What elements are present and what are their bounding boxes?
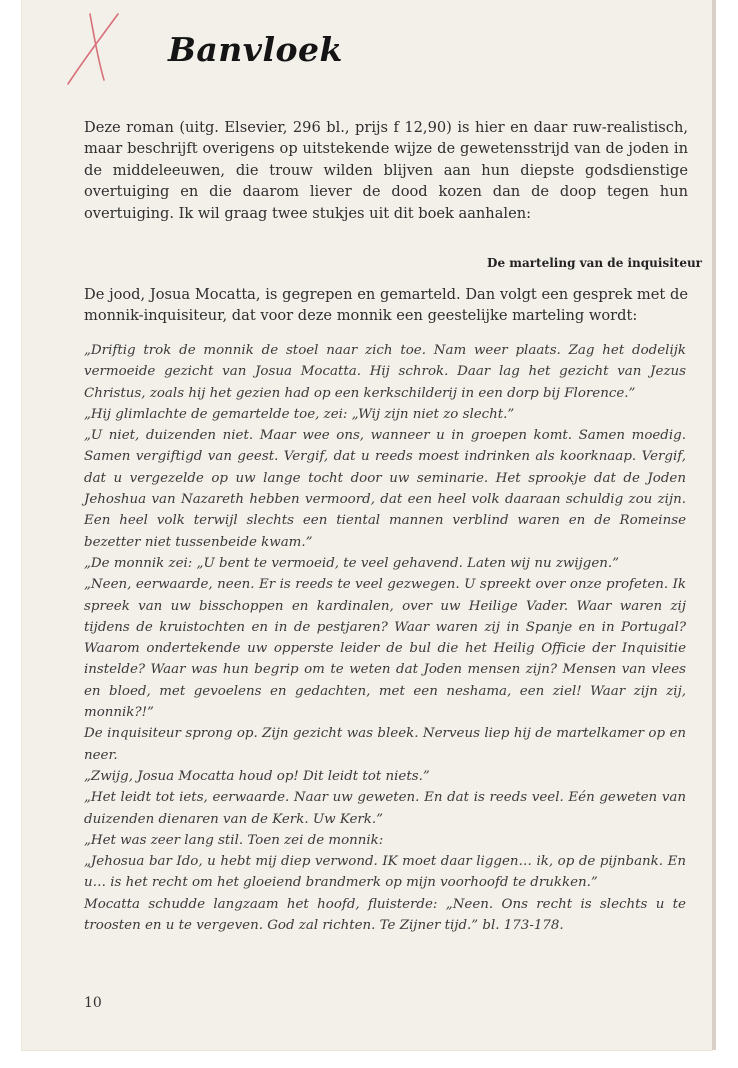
quote-paragraph: „Hij glimlachte de gemartelde toe, zei: „Wij zijn niet zo slecht.” <box>84 406 515 422</box>
page-edge <box>712 0 716 1050</box>
intro-paragraph: Deze roman (uitg. Elsevier, 296 bl., prijs f 12,90) is hier en daar ruw-realistisch, maar beschrijft overigens op uitstekende wijze de gewetensstrijd van de joden in de middeleeuwen, die trouw wilden blijven aan hun diepste godsdienstige overtuiging en die daarom liever de dood kozen dan de doop tegen hun overtuiging. Ik wil graag twee stukjes uit dit boek aanhalen: <box>84 119 688 222</box>
lead-paragraph: De jood, Josua Mocatta, is gegrepen en gemarteld. Dan volgt een gesprek met de monnik-inquisiteur, dat voor deze monnik een geestelijke marteling wordt: <box>84 286 688 325</box>
pen-cross-mark <box>60 8 130 88</box>
quote-paragraph: „Driftig trok de monnik de stoel naar zich toe. Nam weer plaats. Zag het dodelijk vermoeide gezicht van Josua Mocatta. Hij schrok. Daar lag het gezicht van Jezus Christus, zoals hij het gezien had op een kerkschilderij in een dorp bij Florence.” <box>84 343 686 401</box>
quote-paragraph: „Het leidt tot iets, eerwaarde. Naar uw geweten. En dat is reeds veel. Eén geweten van duizenden dienaren van de Kerk. Uw Kerk.” <box>84 790 686 827</box>
quote-paragraph: „Het was zeer lang stil. Toen zei de monnik: <box>84 832 384 848</box>
quote-paragraph: „U niet, duizenden niet. Maar wee ons, wanneer u in groepen komt. Samen moedig. Samen vergiftigd van geest. Vergif, dat u reeds moest indrinken als koorknaap. Vergif, dat u vergezelde op uw lange tocht door uw seminarie. Het sprookje dat de Joden Jehoshua van Nazareth hebben vermoord, dat een heel volk daaraan schuldig zou zijn. Een heel volk terwijl slechts een tiental mannen verblind waren en de Romeinse bezetter niet tussenbeide kwam.” <box>84 428 686 550</box>
quote-block <box>84 340 686 936</box>
quote-paragraph: „Zwijg, Josua Mocatta houd op! Dit leidt tot niets.” <box>84 768 430 784</box>
quote-paragraph: „De monnik zei: „U bent te vermoeid, te veel gehavend. Laten wij nu zwijgen.” <box>84 555 619 571</box>
quote-paragraph: „Jehosua bar Ido, u hebt mij diep verwond. IK moet daar liggen… ik, op de pijnbank. En u… is het recht om het gloeiend brandmerk op mijn voorhoofd te drukken.” <box>84 854 686 891</box>
quote-paragraph: „Neen, eerwaarde, neen. Er is reeds te veel gezwegen. U spreekt over onze profeten. Ik spreek van uw bisschoppen en kardinalen, over uw Heilige Vader. Waar waren zij tijdens de kruistochten en in de pestjaren? Waar waren zij in Spanje en in Portugal? Waarom ondertekende uw opperste leider de bul die het Heilig Officie der Inquisitie instelde? Waar was hun begrip om te weten dat Joden mensen zijn? Mensen van vlees en bloed, met gevoelens en gedachten, met een neshama, een ziel! Waar zijn zij, monnik?!” <box>84 577 686 721</box>
quote-paragraph: De inquisiteur sprong op. Zijn gezicht was bleek. Nerveus liep hij de martelkamer op en neer. <box>84 726 686 763</box>
article-title: Banvloek <box>168 30 343 69</box>
section-subheading: De marteling van de inquisiteur <box>487 256 702 270</box>
quote-paragraph: Mocatta schudde langzaam het hoofd, fluisterde: „Neen. Ons recht is slechts u te troosten en u te vergeven. God zal richten. Te Zijner tijd.” bl. 173-178. <box>84 896 686 934</box>
page-number: 10 <box>84 995 102 1011</box>
